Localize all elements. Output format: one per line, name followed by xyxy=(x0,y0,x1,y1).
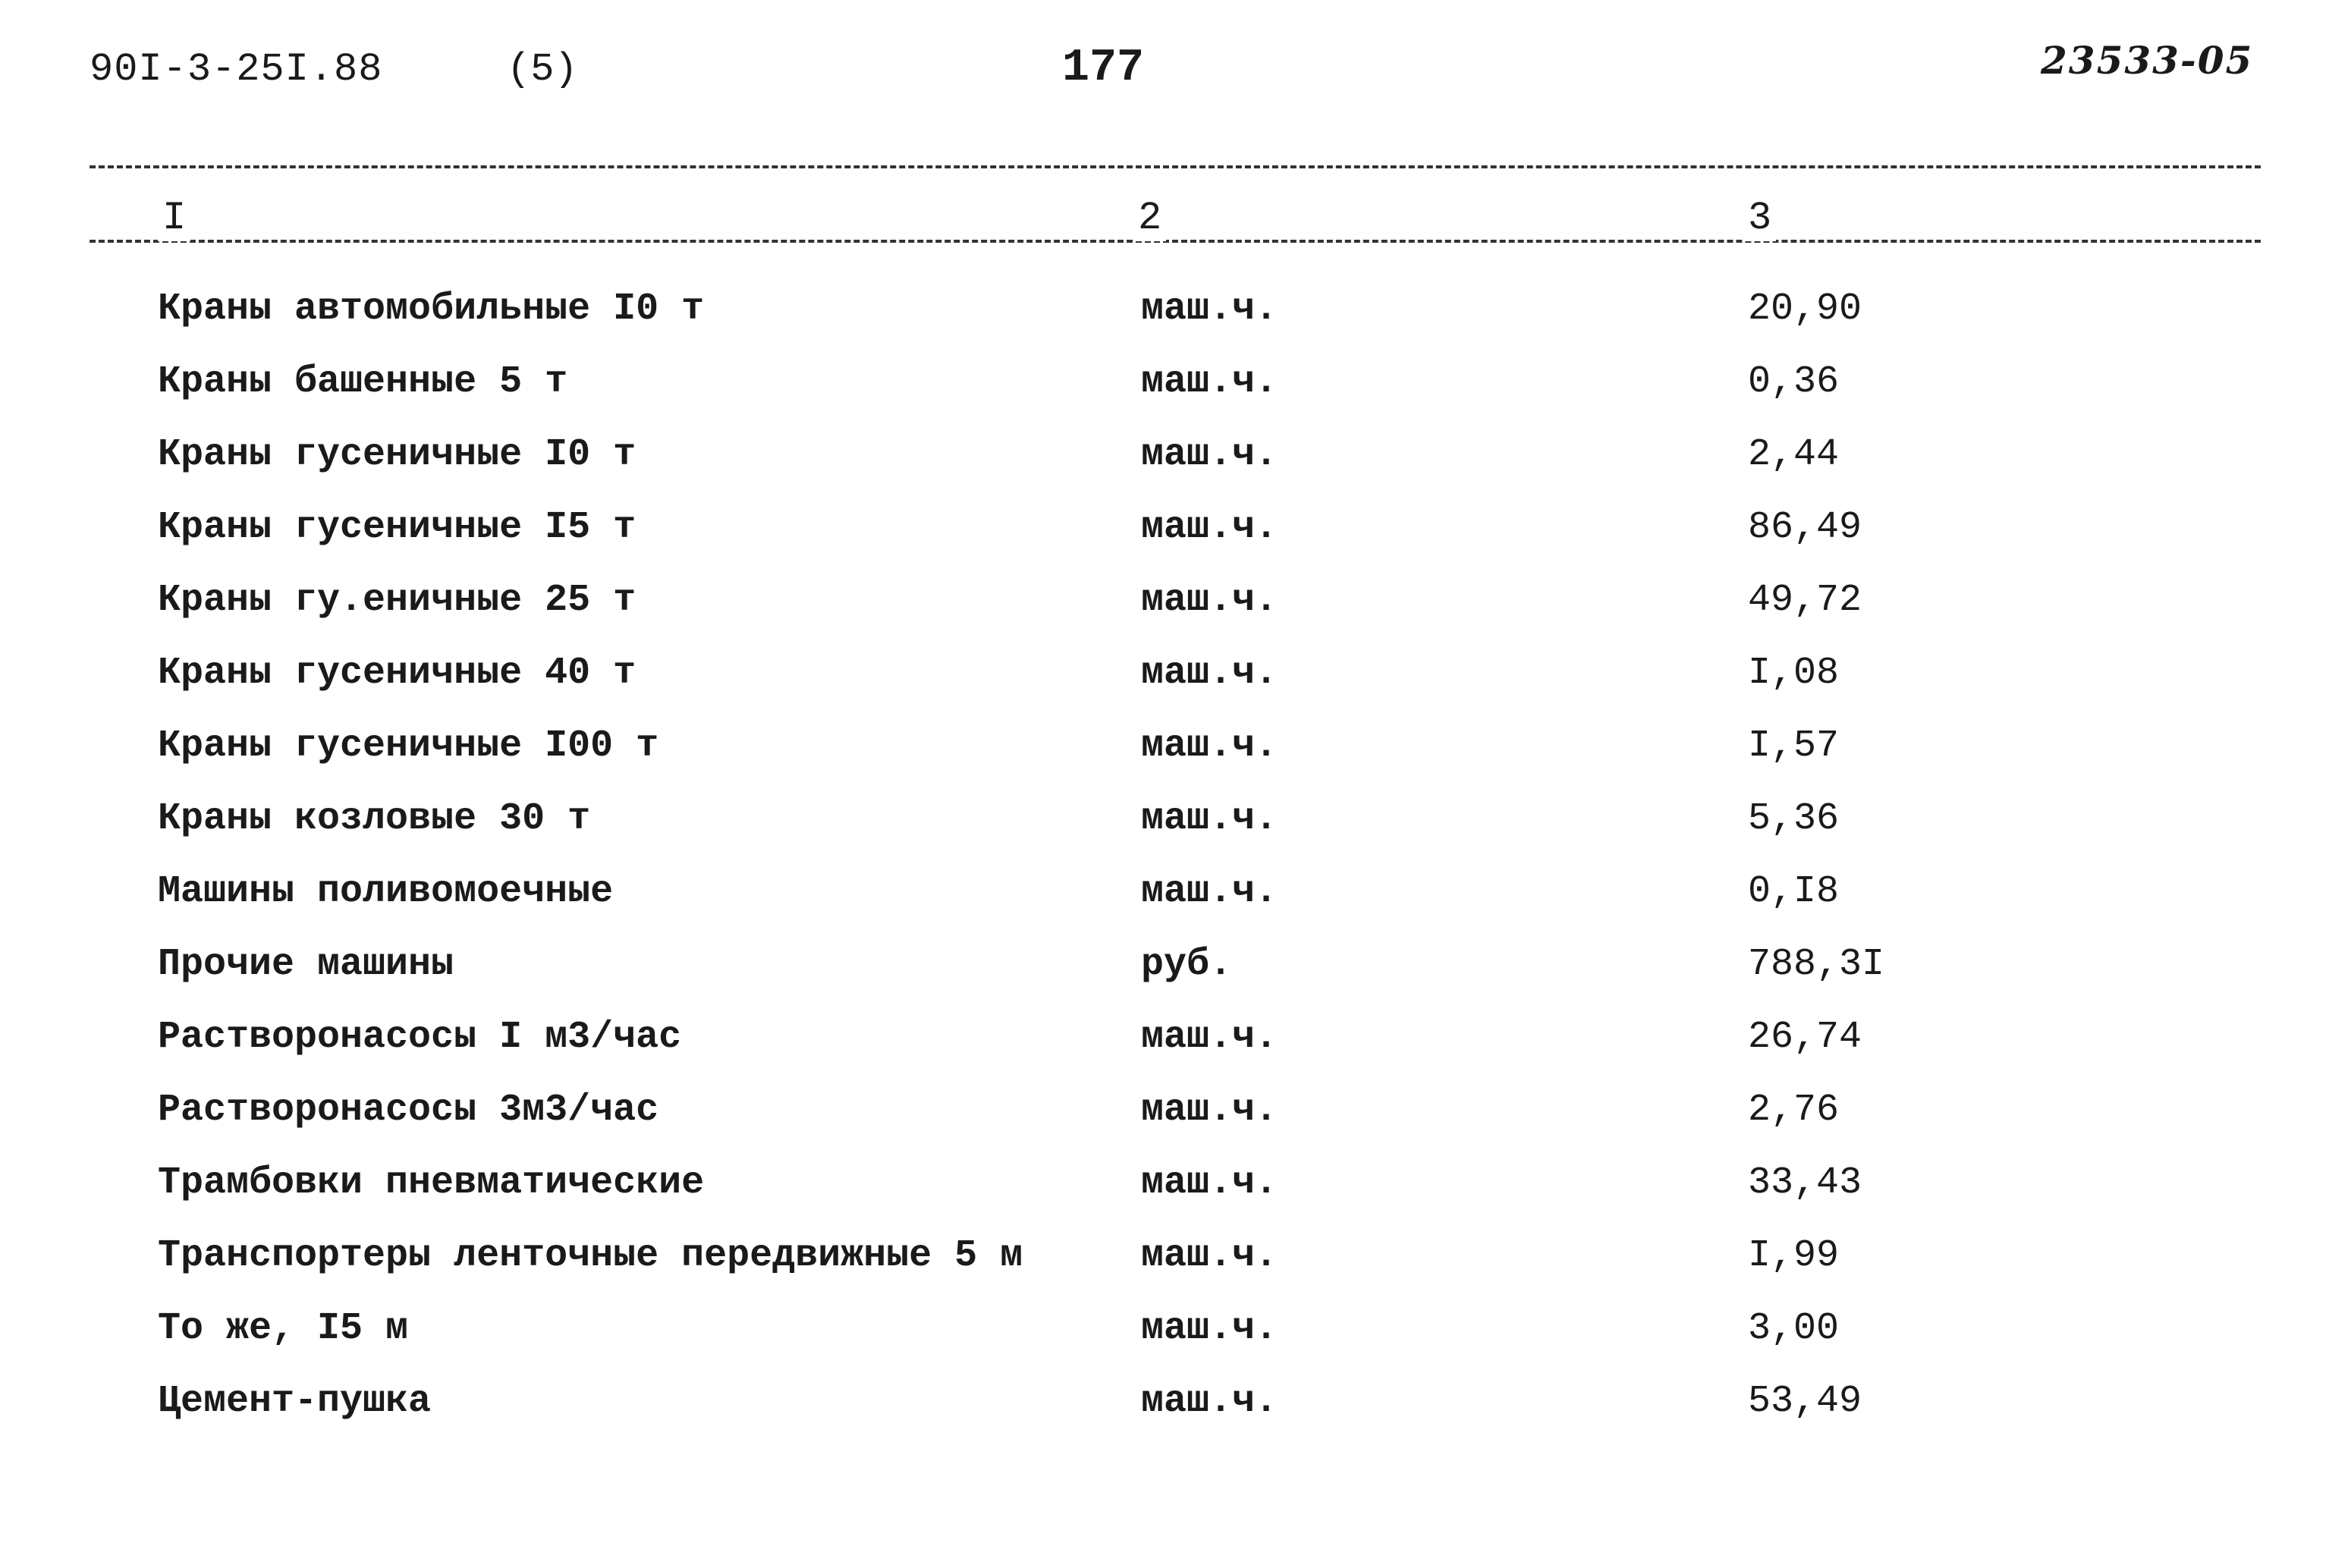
column-header-1: I xyxy=(158,196,190,241)
row-value: 5,36 xyxy=(1748,797,1840,841)
table-row xyxy=(0,1306,2329,1379)
table-row xyxy=(0,942,2329,1015)
table-row xyxy=(0,505,2329,578)
row-value: I,99 xyxy=(1748,1234,1840,1277)
row-name: Краны гусеничные I0 т xyxy=(158,433,636,476)
row-unit: маш.ч. xyxy=(1141,433,1278,476)
row-unit: маш.ч. xyxy=(1141,724,1278,768)
row-name: Растворонасосы 3м3/час xyxy=(158,1089,659,1132)
row-unit: маш.ч. xyxy=(1141,1089,1278,1132)
row-value: 2,76 xyxy=(1748,1089,1840,1132)
row-name: Растворонасосы I м3/час xyxy=(158,1016,682,1059)
document-code: 90I-3-25I.88 xyxy=(90,47,383,92)
row-value: 49,72 xyxy=(1748,579,1862,622)
row-unit: маш.ч. xyxy=(1141,1161,1278,1205)
table-row xyxy=(0,1088,2329,1161)
row-value: 3,00 xyxy=(1748,1307,1840,1350)
row-unit: маш.ч. xyxy=(1141,288,1278,331)
row-unit: маш.ч. xyxy=(1141,652,1278,695)
row-value: 0,36 xyxy=(1748,360,1840,404)
table-header-rule xyxy=(90,240,2261,243)
document-part: (5) xyxy=(507,47,578,92)
row-value: 86,49 xyxy=(1748,506,1862,549)
table-row xyxy=(0,578,2329,651)
row-value: 2,44 xyxy=(1748,433,1840,476)
row-unit: руб. xyxy=(1141,943,1233,986)
row-name: Краны автомобильные I0 т xyxy=(158,288,705,331)
table-row xyxy=(0,1379,2329,1452)
column-header-2: 2 xyxy=(1133,196,1166,241)
row-value: 53,49 xyxy=(1748,1380,1862,1423)
row-value: I,57 xyxy=(1748,724,1840,768)
row-name: Цемент-пушка xyxy=(158,1380,432,1423)
row-name: То же, I5 м xyxy=(158,1307,409,1350)
row-name: Краны козловые 30 т xyxy=(158,797,591,841)
table-row xyxy=(0,869,2329,942)
table-row xyxy=(0,724,2329,797)
table-row xyxy=(0,1233,2329,1306)
table-row xyxy=(0,1161,2329,1233)
row-unit: маш.ч. xyxy=(1141,579,1278,622)
row-name: Прочие машины xyxy=(158,943,454,986)
column-header-3: 3 xyxy=(1743,196,1776,241)
row-value: 788,3I xyxy=(1748,943,1885,986)
row-value: 20,90 xyxy=(1748,288,1862,331)
row-value: 26,74 xyxy=(1748,1016,1862,1059)
row-name: Краны гусеничные I5 т xyxy=(158,506,636,549)
row-unit: маш.ч. xyxy=(1141,1234,1278,1277)
table-row xyxy=(0,432,2329,505)
row-name: Краны гусеничные 40 т xyxy=(158,652,636,695)
row-unit: маш.ч. xyxy=(1141,1016,1278,1059)
row-unit: маш.ч. xyxy=(1141,506,1278,549)
row-name: Транспортеры ленточные передвижные 5 м xyxy=(158,1234,1023,1277)
table-row xyxy=(0,797,2329,869)
row-value: 33,43 xyxy=(1748,1161,1862,1205)
row-unit: маш.ч. xyxy=(1141,1380,1278,1423)
row-name: Машины поливомоечные xyxy=(158,870,614,913)
table-body xyxy=(0,287,2329,1452)
row-unit: маш.ч. xyxy=(1141,870,1278,913)
table-row xyxy=(0,360,2329,432)
table-row xyxy=(0,287,2329,360)
row-name: Трамбовки пневматические xyxy=(158,1161,705,1205)
row-value: I,08 xyxy=(1748,652,1840,695)
handwritten-stamp: 23533-05 xyxy=(2041,38,2254,83)
row-unit: маш.ч. xyxy=(1141,797,1278,841)
table-row xyxy=(0,651,2329,724)
table-row xyxy=(0,1015,2329,1088)
row-name: Краны гу.еничные 25 т xyxy=(158,579,636,622)
row-name: Краны гусеничные I00 т xyxy=(158,724,659,768)
page-number: 177 xyxy=(1062,42,1145,94)
row-value: 0,I8 xyxy=(1748,870,1840,913)
row-unit: маш.ч. xyxy=(1141,360,1278,404)
table-top-rule xyxy=(90,165,2261,168)
row-name: Краны башенные 5 т xyxy=(158,360,568,404)
row-unit: маш.ч. xyxy=(1141,1307,1278,1350)
